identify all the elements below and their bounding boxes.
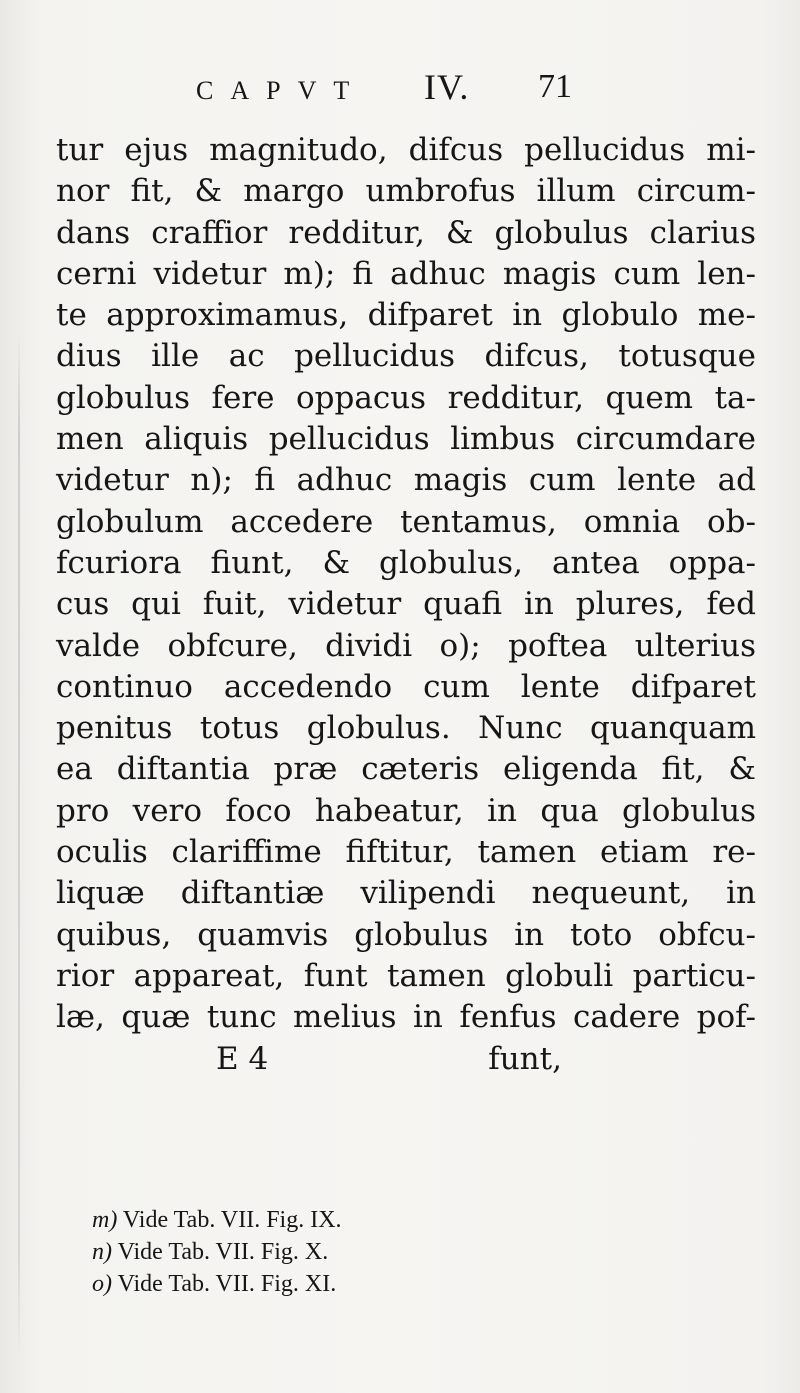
text-line: videtur n); fi adhuc magis cum lente ad xyxy=(56,462,756,499)
text-line: fcuriora fiunt, & globulus, antea oppa- xyxy=(56,544,756,581)
text-line: penitus totus globulus. Nunc quanquam xyxy=(56,710,756,747)
body-text xyxy=(56,130,756,1080)
footnote-mark: o) xyxy=(92,1271,112,1297)
signature-mark: E 4 xyxy=(216,1040,269,1077)
text-line: dans craffior redditur, & globulus clarius xyxy=(56,214,756,251)
text-line: continuo accedendo cum lente difparet xyxy=(56,668,756,705)
footnotes xyxy=(92,1204,512,1300)
footnote xyxy=(92,1268,512,1300)
text-line: liquæ diftantiæ vilipendi nequeunt, in xyxy=(56,875,756,912)
page-edge-shadow xyxy=(18,330,20,1360)
text-line: cus qui fuit, videtur quafi in plures, fed xyxy=(56,586,756,623)
text-line: dius ille ac pellucidus difcus, totusque xyxy=(56,338,756,375)
running-header xyxy=(196,66,586,110)
text-line: pro vero foco habeatur, in qua globulus xyxy=(56,792,756,829)
signature-line xyxy=(56,1039,756,1080)
text-line: men aliquis pellucidus limbus circumdare xyxy=(56,421,756,458)
running-title: CAPVT xyxy=(196,76,367,105)
text-line: nor fit, & margo umbrofus illum circum- xyxy=(56,173,756,210)
text-line: globulus fere oppacus redditur, quem ta- xyxy=(56,379,756,416)
footnote xyxy=(92,1236,512,1268)
footnote-mark: n) xyxy=(92,1239,112,1265)
text-line: rior appareat, funt tamen globuli particu- xyxy=(56,957,756,994)
text-line: oculis clariffime fiftitur, tamen etiam re- xyxy=(56,834,756,871)
text-line: ea diftantia præ cæteris eligenda fit, & xyxy=(56,751,756,788)
text-line: quibus, quamvis globulus in toto obfcu- xyxy=(56,916,756,953)
text-line: valde obfcure, dividi o); poftea ulterius xyxy=(56,627,756,664)
footnote-text: Vide Tab. VII. Fig. IX. xyxy=(122,1207,342,1233)
footnote-text: Vide Tab. VII. Fig. XI. xyxy=(117,1271,337,1297)
text-line: te approximamus, difparet in globulo me- xyxy=(56,297,756,334)
text-line: tur ejus magnitudo, difcus pellucidus mi- xyxy=(56,132,756,168)
footnote-mark: m) xyxy=(92,1207,118,1233)
text-line: læ, quæ tunc melius in fenfus cadere pof- xyxy=(56,999,756,1036)
footnote-text: Vide Tab. VII. Fig. X. xyxy=(117,1239,329,1265)
text-line: cerni videtur m); fi adhuc magis cum len- xyxy=(56,255,756,292)
page-number: 71 xyxy=(538,68,572,105)
text-line: globulum accedere tentamus, omnia ob- xyxy=(56,503,756,540)
catchword: funt, xyxy=(488,1040,562,1077)
chapter-number: IV. xyxy=(424,67,470,107)
footnote xyxy=(92,1204,512,1236)
